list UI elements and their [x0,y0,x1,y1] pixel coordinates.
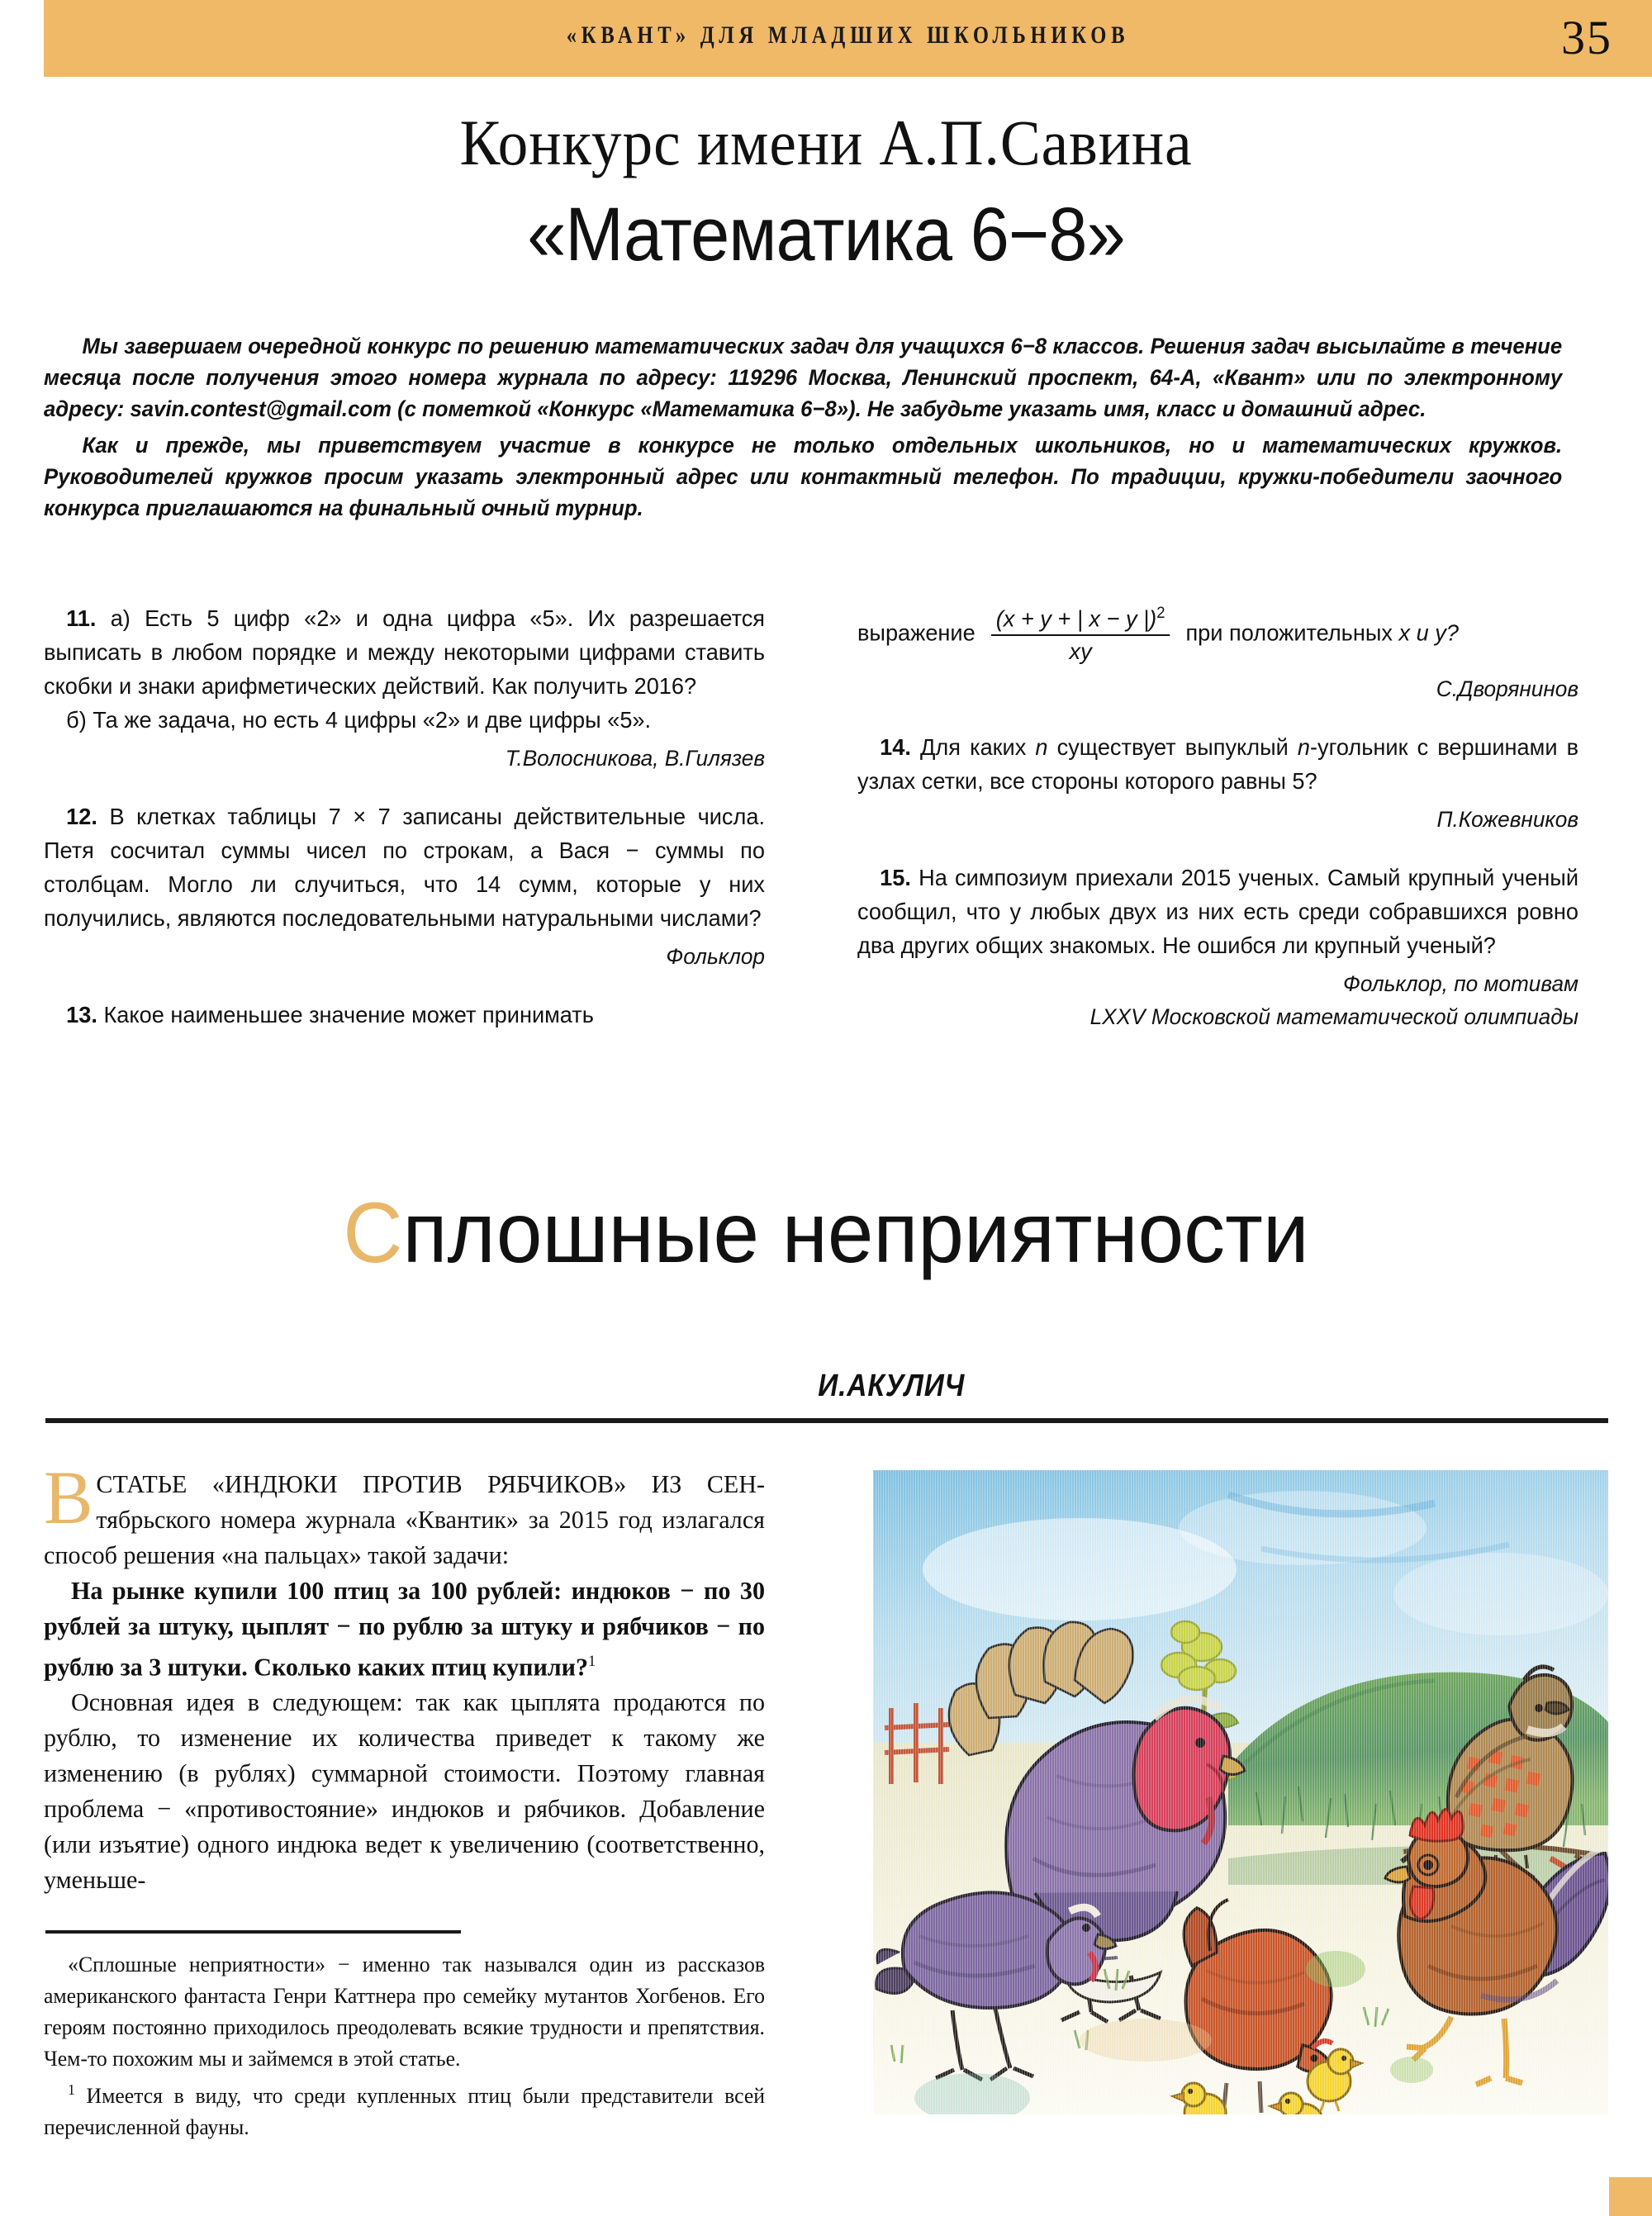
problem-13-tail: при положительных [1185,619,1393,646]
problem-13-lead-word: выражение [857,619,976,646]
footnote-1-text: Имеется в виду, что среди купленных птиц были представители всей перечисленной фауны. [44,2082,766,2139]
article-title-rest: плошные неприятности [402,1185,1309,1281]
intro-paragraph-2: Как и прежде, мы приветствуем участие в конкурсе не только отдельных школьников, но и математических кружков. Руководителей кружков просим указать электронный адрес или контактный телефон. По традиции, кружки-победители заочного конкурса приглашаются на финальный очный турнир. [44,433,1563,520]
problem-11-part-a: а) Есть 5 цифр «2» и одна цифра «5». Их разрешается выписать в любом порядке и между некоторыми цифрами ставить скобки и знаки арифметических действий. Как получить 2016? [44,605,765,699]
problem-12-author: Фольклор [666,944,765,969]
article-body-dropcap: В [44,1455,93,1540]
header-band [44,0,1652,77]
problem-15 [857,861,1578,1033]
footnote-star-text: «Сплошные неприятности» − именно так назывался один из рассказов американского фантаста Генри Каттнера про семейку мутантов Хогбенов. Его героям постоянно приходилось преодолевать всякие трудности и препятствия. Чем-то похожим мы и займемся в этой статье. [44,1952,766,2071]
footnotes-block [44,1948,765,2142]
problem-11-author: Т.Волосникова, В.Гилязев [505,746,765,771]
problem-13-variables: x и y? [1398,619,1459,646]
intro-paragraph-1: Мы завершаем очередной конкурс по решению математических задач для учащихся 6−8 классов. Решения задач высылайте в течение месяца после получения этого номера журнала по адресу: 119296 Москва, Ленинский проспект, 64-А, «Квант» или по электронному адресу: savin.contest@gmail.com (с пометкой «Конкурс «Математика 6−8»). Не забудьте указать имя, класс и домашний адрес. [44,334,1563,421]
footnote-1 [44,2074,765,2142]
problems-column-right [857,601,1578,1033]
page-number: 35 [1561,11,1612,64]
problem-13-text-start: Какое наименьшее значение может принимать [103,1002,594,1027]
article-author: И.АКУЛИЧ [818,1369,966,1403]
problem-12-number: 12. [66,804,97,829]
article-body [44,1455,766,1897]
problem-15-author-line-1: Фольклор, по мотивам [1343,971,1578,997]
paper-texture [873,1470,1608,2114]
article-paragraph-1 [44,1455,765,1573]
problem-13-number: 13. [66,1002,97,1027]
fraction-exponent: 2 [1156,605,1165,622]
corner-marker [1609,2177,1652,2216]
problems-section [44,601,1613,1113]
problem-12 [44,800,765,973]
problem-15-author-line-2: LXXV Московской математической олимпиады [1089,1004,1578,1030]
problem-14-text-b: существует выпуклый [1047,734,1298,761]
problem-15-text: На симпозиум приехали 2015 ученых. Самый крупный ученый сообщил, что у любых двух из них есть среди собравшихся ровно два других общих знакомых. Не ошибся ли крупный ученый? [857,865,1578,959]
problem-14-number: 14. [880,734,911,761]
problem-14-var-n-1: n [1035,734,1048,761]
article-task-text: На рынке купили 100 птиц за 100 рублей: индюков − по 30 рублей за штуку, цыплят − по рублю за штуку и рябчиков − по рублю за 3 штуки. Сколько каких птиц купили? [44,1576,766,1682]
contest-title-secondary: «Математика 6−8» [527,192,1125,277]
fraction-numerator [991,600,1170,636]
problem-14-text-c: -угольник с вершинами в узлах сетки, все стороны которого равны 5? [857,734,1579,795]
fraction-denominator: xy [1069,638,1092,665]
problem-13-fraction [991,600,1170,666]
footnote-1-marker: 1 [68,2081,75,2098]
problems-column-left [44,601,765,1032]
problem-11 [44,601,765,775]
problem-11-part-b: б) Та же задача, но есть 4 цифры «2» и две цифры «5». [66,707,652,733]
problem-14-var-n-2: n [1297,734,1310,761]
footnote-reference-1: 1 [588,1653,596,1670]
article-paragraph-2: Основная идея в следующем: так как цыплята продаются по рублю, то изменение их количества приведет к такому же изменению (в рублях) суммарной стоимости. Поэтому главная проблема − «противостояние» индюков и рябчиков. Добавление (или изъятие) одного индюка ведет к увеличению (соответственно, уменьше- [44,1687,766,1895]
contest-intro [44,330,1562,529]
article-task-statement [44,1573,765,1684]
article-title [75,1187,1577,1279]
problem-14-author: П.Кожевников [1436,807,1578,833]
problem-12-text: В клетках таблицы 7 × 7 записаны действительные числа. Петя сосчитал суммы чисел по строкам, а Вася − суммы по столбцам. Могло ли случиться, что 14 сумм, которые у них получились, являются последовательными натуральными числами? [44,804,765,931]
problem-13-author: С.Дворянинов [1436,676,1578,702]
article-illustration [873,1470,1608,2114]
problem-13 [44,998,765,1032]
contest-title-primary: Конкурс имени А.П.Савина [459,107,1193,178]
article-paragraph-1-caps: СТАТЬЕ «ИНДЮКИ ПРОТИВ РЯБЧИКОВ» ИЗ СЕН- [96,1469,765,1498]
footnote-separator-rule [45,1930,461,1934]
problem-14-text-a: Для каких [920,734,1036,761]
problem-15-number: 15. [880,865,911,891]
problem-13-continued [857,601,1578,705]
fraction-numerator-text: (x + y + | x − y |) [995,605,1157,632]
article-title-dropcap: С [343,1185,403,1281]
article-divider-rule [45,1418,1608,1423]
problem-14 [857,730,1578,836]
farmyard-birds-illustration [873,1470,1608,2114]
running-header-title: «КВАНТ» ДЛЯ МЛАДШИХ ШКОЛЬНИКОВ [566,21,1130,49]
problem-11-number: 11. [66,605,97,631]
article-paragraph-1-rest: тябрьского номера журнала «Квантик» за 2015 год излагался способ решения «на пальцах» такой задачи: [44,1505,765,1569]
